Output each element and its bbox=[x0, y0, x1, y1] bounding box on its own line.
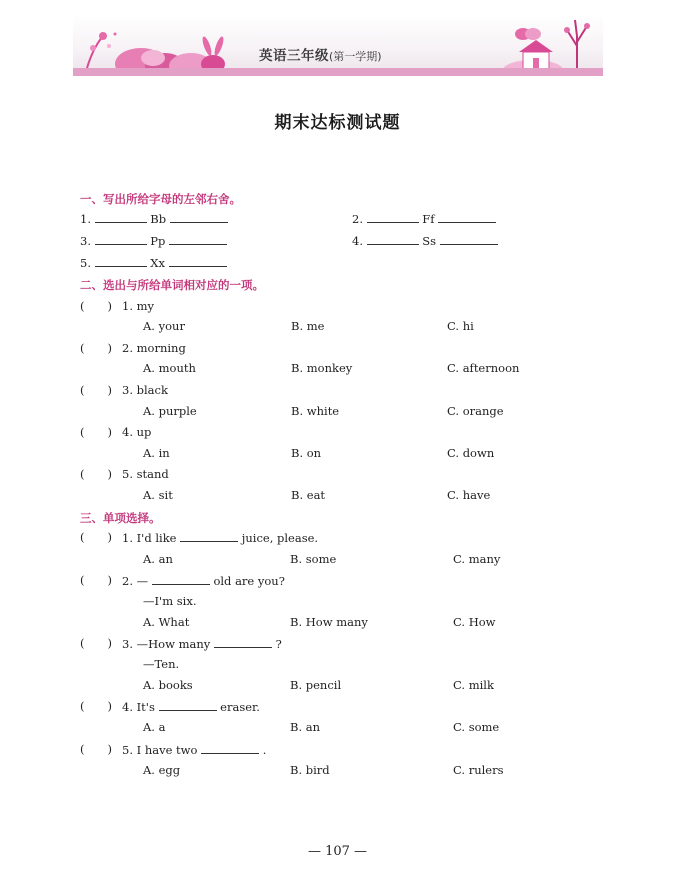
option-c[interactable]: C. down bbox=[447, 446, 495, 460]
answer-blank-left[interactable] bbox=[367, 211, 419, 223]
option-b[interactable]: B. an bbox=[290, 720, 321, 734]
option-a[interactable]: A. mouth bbox=[143, 361, 196, 375]
option-a[interactable]: A. sit bbox=[143, 488, 173, 502]
answer-blank-left[interactable] bbox=[95, 255, 147, 267]
option-b[interactable]: B. bird bbox=[290, 763, 330, 777]
option-a[interactable]: A. What bbox=[143, 615, 190, 629]
letter-item-2 bbox=[352, 211, 496, 226]
option-c[interactable]: C. How bbox=[453, 615, 496, 629]
item-number: 2. bbox=[352, 212, 363, 226]
stem-before-blank: 2. — bbox=[122, 574, 149, 588]
answer-blank-right[interactable] bbox=[169, 233, 227, 245]
option-c[interactable]: C. orange bbox=[447, 404, 504, 418]
stem-before-blank: 3. —How many bbox=[122, 637, 211, 651]
answer-blank-right[interactable] bbox=[440, 233, 498, 245]
option-a[interactable]: A. your bbox=[143, 319, 185, 333]
question-stem: 1. my bbox=[122, 299, 155, 313]
option-c[interactable]: C. milk bbox=[453, 678, 494, 692]
answer-parens[interactable]: ( ) bbox=[80, 742, 112, 756]
option-b[interactable]: B. monkey bbox=[291, 361, 353, 375]
option-a[interactable]: A. in bbox=[143, 446, 170, 460]
option-c[interactable]: C. have bbox=[447, 488, 491, 502]
question-stem: 5. stand bbox=[122, 467, 169, 481]
answer-parens[interactable]: ( ) bbox=[80, 699, 112, 713]
given-letter: Bb bbox=[150, 212, 167, 226]
book-term: (第一学期) bbox=[329, 50, 382, 63]
question-stem bbox=[122, 573, 285, 588]
answer-parens[interactable]: ( ) bbox=[80, 341, 112, 355]
answer-blank-right[interactable] bbox=[169, 255, 227, 267]
given-letter: Ss bbox=[422, 234, 437, 248]
question-stem bbox=[122, 742, 266, 757]
answer-blank-right[interactable] bbox=[438, 211, 496, 223]
page-title: 期末达标测试题 bbox=[274, 113, 401, 133]
stem-before-blank: 4. It's bbox=[122, 700, 155, 714]
question-stem bbox=[122, 530, 318, 545]
option-c[interactable]: C. many bbox=[453, 552, 501, 566]
question-stem: 4. up bbox=[122, 425, 152, 439]
fill-in-blank[interactable] bbox=[214, 636, 272, 648]
question-stem bbox=[122, 636, 282, 651]
item-number: 3. bbox=[80, 234, 91, 248]
option-a[interactable]: A. purple bbox=[143, 404, 197, 418]
letter-item-1 bbox=[80, 211, 228, 226]
fill-in-blank[interactable] bbox=[152, 573, 210, 585]
item-number: 1. bbox=[80, 212, 91, 226]
section-3-title: 三、单项选择。 bbox=[80, 511, 161, 525]
stem-after-blank: eraser. bbox=[220, 700, 260, 714]
option-c[interactable]: C. rulers bbox=[453, 763, 504, 777]
answer-parens[interactable]: ( ) bbox=[80, 299, 112, 313]
stem-before-blank: 5. I have two bbox=[122, 743, 198, 757]
option-b[interactable]: B. How many bbox=[290, 615, 368, 629]
answer-parens[interactable]: ( ) bbox=[80, 573, 112, 587]
question-stem: 3. black bbox=[122, 383, 168, 397]
tree-decoration-icon bbox=[557, 16, 597, 76]
option-c[interactable]: C. hi bbox=[447, 319, 474, 333]
option-a[interactable]: A. egg bbox=[143, 763, 181, 777]
letter-item-4 bbox=[352, 233, 498, 248]
answer-parens[interactable]: ( ) bbox=[80, 467, 112, 481]
option-b[interactable]: B. me bbox=[291, 319, 325, 333]
answer-parens[interactable]: ( ) bbox=[80, 636, 112, 650]
option-b[interactable]: B. some bbox=[290, 552, 337, 566]
answer-blank-right[interactable] bbox=[170, 211, 228, 223]
answer-parens[interactable]: ( ) bbox=[80, 425, 112, 439]
answer-parens[interactable]: ( ) bbox=[80, 383, 112, 397]
letter-item-3 bbox=[80, 233, 227, 248]
question-stem bbox=[122, 699, 260, 714]
banner-stripe bbox=[73, 68, 603, 76]
option-a[interactable]: A. a bbox=[143, 720, 166, 734]
dialogue-reply: —Ten. bbox=[143, 657, 180, 671]
stem-after-blank: ? bbox=[275, 637, 282, 651]
option-b[interactable]: B. pencil bbox=[290, 678, 342, 692]
given-letter: Xx bbox=[150, 256, 165, 270]
section-2-title: 二、选出与所给单词相对应的一项。 bbox=[80, 278, 264, 292]
item-number: 4. bbox=[352, 234, 363, 248]
answer-blank-left[interactable] bbox=[95, 233, 147, 245]
option-b[interactable]: B. white bbox=[291, 404, 340, 418]
book-title bbox=[259, 44, 382, 64]
option-b[interactable]: B. eat bbox=[291, 488, 326, 502]
option-a[interactable]: A. books bbox=[143, 678, 193, 692]
fill-in-blank[interactable] bbox=[201, 742, 259, 754]
answer-blank-left[interactable] bbox=[367, 233, 419, 245]
header-banner bbox=[73, 14, 603, 76]
book-title-text: 英语三年级 bbox=[259, 48, 329, 64]
stem-after-blank: juice, please. bbox=[241, 531, 319, 545]
section-1-title: 一、写出所给字母的左邻右舍。 bbox=[80, 192, 241, 206]
fill-in-blank[interactable] bbox=[159, 699, 217, 711]
option-c[interactable]: C. some bbox=[453, 720, 500, 734]
dialogue-reply: —I'm six. bbox=[143, 594, 197, 608]
stem-after-blank: old are you? bbox=[213, 574, 285, 588]
option-b[interactable]: B. on bbox=[291, 446, 322, 460]
item-number: 5. bbox=[80, 256, 91, 270]
fill-in-blank[interactable] bbox=[180, 530, 238, 542]
given-letter: Ff bbox=[422, 212, 435, 226]
option-a[interactable]: A. an bbox=[143, 552, 173, 566]
option-c[interactable]: C. afternoon bbox=[447, 361, 520, 375]
given-letter: Pp bbox=[150, 234, 166, 248]
answer-parens[interactable]: ( ) bbox=[80, 530, 112, 544]
answer-blank-left[interactable] bbox=[95, 211, 147, 223]
stem-after-blank: . bbox=[262, 743, 267, 757]
page-number: — 107 — bbox=[307, 844, 368, 859]
stem-before-blank: 1. I'd like bbox=[122, 531, 177, 545]
letter-item-5 bbox=[80, 255, 227, 270]
question-stem: 2. morning bbox=[122, 341, 186, 355]
